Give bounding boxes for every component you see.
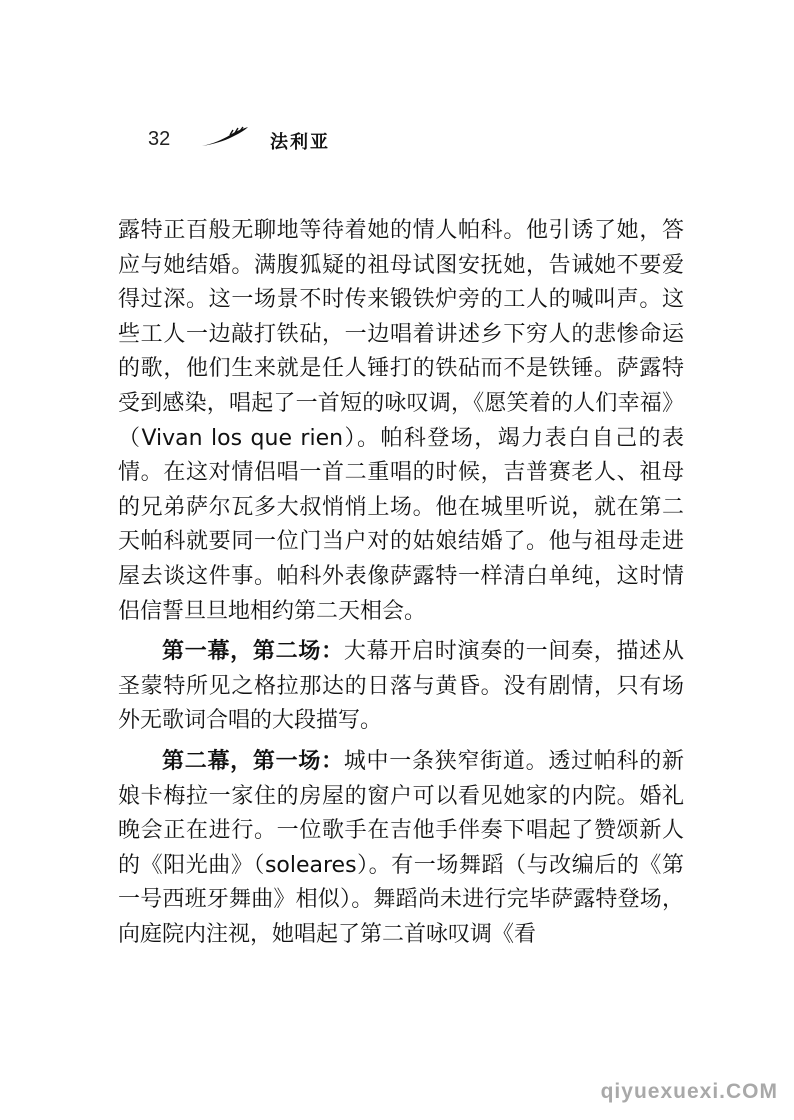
scene-heading-act2-scene1: 第二幕，第一场： [162, 748, 344, 774]
paragraph-1-text: 露特正百般无聊地等待着她的情人帕科。他引诱了她，答应与她结婚。满腹狐疑的祖母试图安抚她，告诫她不要爱得过深。这一场景不时传来锻铁炉旁的工人的喊叫声。这些工人一边敲打铁砧，一边唱着讲述乡下穷人的悲惨命运的歌，他们生来就是任人锤打的铁砧而不是铁锤。萨露特受到感染，唱起了一首短的咏叹调，《愿笑着的人们幸福》（Vivan los que rien）。帕科登场，竭力表白自己的表情。在这对情侣唱一首二重唱的时候，吉普赛老人、祖母的兄弟萨尔瓦多大叔悄悄上场。他在城里听说，就在第二天帕科就要同一位门当户对的姑娘结婚了。他与祖母走进屋去谈这件事。帕科外表像萨露特一样清白单纯，这时情侣信誓旦旦地相约第二天相会。 [118, 218, 684, 624]
page-number: 32 [148, 128, 171, 150]
page-header [148, 126, 448, 156]
running-title: 法利亚 [270, 132, 330, 153]
body-text [118, 214, 684, 954]
watermark: qiyuexuexi.COM [600, 1080, 778, 1103]
paragraph-2-text: 大幕开启时演奏的一间奏，描述从圣蒙特所见之格拉那达的日落与黄昏。没有剧情，只有场外无歌词合唱的大段描写。 [118, 639, 684, 734]
paragraph-3-text: 城中一条狭窄街道。透过帕科的新娘卡梅拉一家住的房屋的窗户可以看见她家的内院。婚礼晚会正在进行。一位歌手在吉他手伴奏下唱起了赞颂新人的《阳光曲》（soleares）。有一场舞蹈（与改编后的《第一号西班牙舞曲》相似）。舞蹈尚未进行完毕萨露特登场，向庭院内注视，她唱起了第二首咏叹调《看 [118, 748, 684, 947]
quill-flourish-icon [200, 126, 250, 148]
paragraph-2 [118, 635, 684, 739]
paragraph-1 [118, 214, 684, 629]
scene-heading-act1-scene2: 第一幕，第二场： [162, 639, 344, 665]
paragraph-3 [118, 745, 684, 953]
